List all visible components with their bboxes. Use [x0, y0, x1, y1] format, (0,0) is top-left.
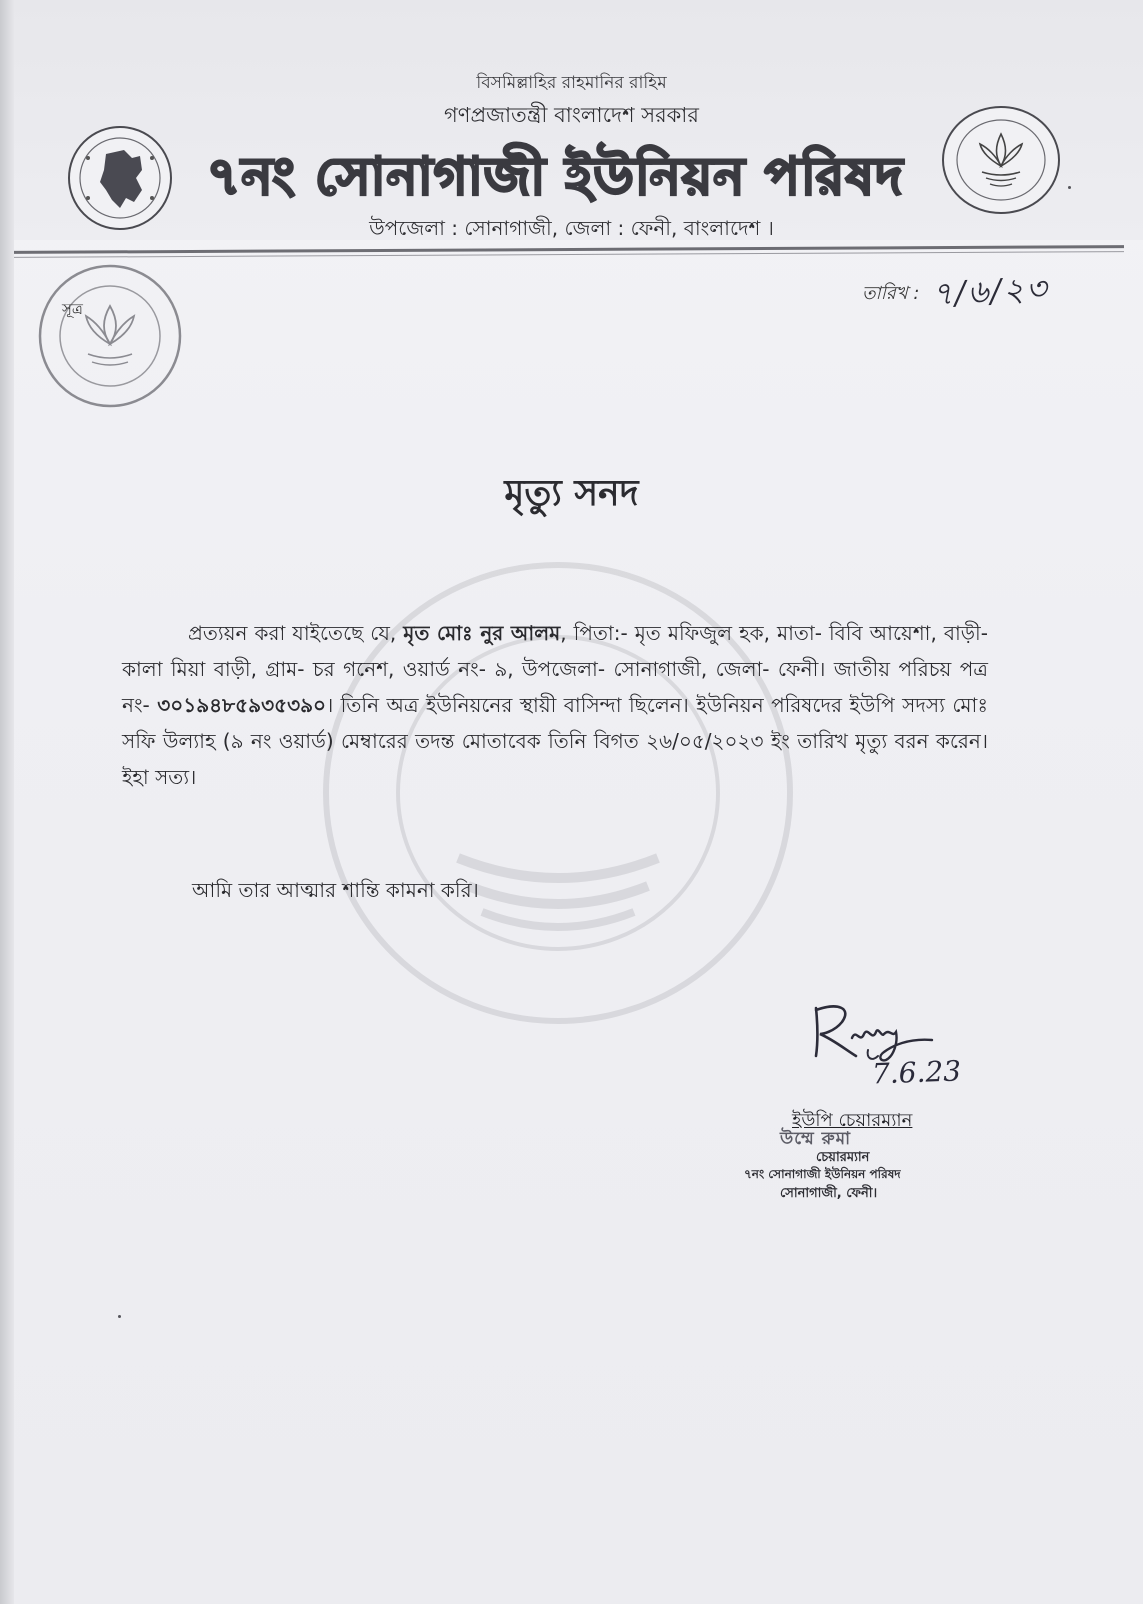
closing-line: আমি তার আত্মার শান্তি কামনা করি।	[192, 878, 479, 902]
date-value: ৭/৬/২৩	[930, 268, 1050, 314]
union-stamp-icon	[34, 260, 186, 412]
stamp-title: চেয়ারম্যান	[816, 1150, 870, 1165]
paper-speck	[1068, 186, 1071, 189]
stamp-place: সোনাগাজী, ফেনী।	[780, 1186, 878, 1201]
union-title: ৭নং সোনাগাজী ইউনিয়ন পরিষদ	[206, 147, 904, 207]
address-line: উপজেলা : সোনাগাজী, জেলা : ফেনী, বাংলাদেশ ।	[369, 216, 774, 240]
body-details: , পিতা:- মৃত মফিজুল হক, মাতা- বিবি আয়েশা, বাড়ী- কালা মিয়া বাড়ী, গ্রাম- চর গনেশ, ওয়ার্ড নং- ৯, উপজেলা- সোনাগাজী, জেলা- ফেনী। জাতীয় পরিচয় পত্র নং-	[122, 621, 988, 717]
nid-number: ৩০১৯৪৮৫৯৩৫৩৯০	[157, 693, 327, 717]
certificate-body	[122, 615, 988, 795]
deceased-name: মৃত মোঃ নুর আলম	[403, 621, 561, 645]
date-label: তারিখ :	[862, 283, 920, 304]
paper-speck	[118, 1315, 121, 1318]
government-line: গণপ্রজাতন্ত্রী বাংলাদেশ সরকার	[444, 103, 699, 127]
reference-label: সূত্র	[62, 300, 83, 318]
body-intro: প্রত্যয়ন করা যাইতেছে যে,	[188, 621, 404, 645]
document-title: মৃত্যু সনদ	[504, 473, 639, 514]
bismillah-line: বিসমিল্লাহির রাহমানির রাহিম	[476, 73, 667, 93]
signature-date: 7.6.23	[871, 1054, 962, 1091]
body-statement: । তিনি অত্র ইউনিয়নের স্থায়ী বাসিন্দা ছিলেন। ইউনিয়ন পরিষদের ইউপি সদস্য মোঃ সফি উল্যাহ (৯ নং ওয়ার্ড) মেম্বারের তদন্ত মোতাবেক তিনি বিগত ২৬/০৫/২০২৩ ইং তারিখ মৃত্যু বরন করেন। ইহা সত্য।	[122, 693, 988, 789]
union-seal-icon	[940, 104, 1062, 216]
stamp-union: ৭নং সোনাগাজী ইউনিয়ন পরিষদ	[744, 1167, 901, 1181]
stamp-name: উম্মে রুমা	[780, 1129, 852, 1149]
chairman-designation: ইউপি চেয়ারম্যান	[792, 1110, 913, 1131]
